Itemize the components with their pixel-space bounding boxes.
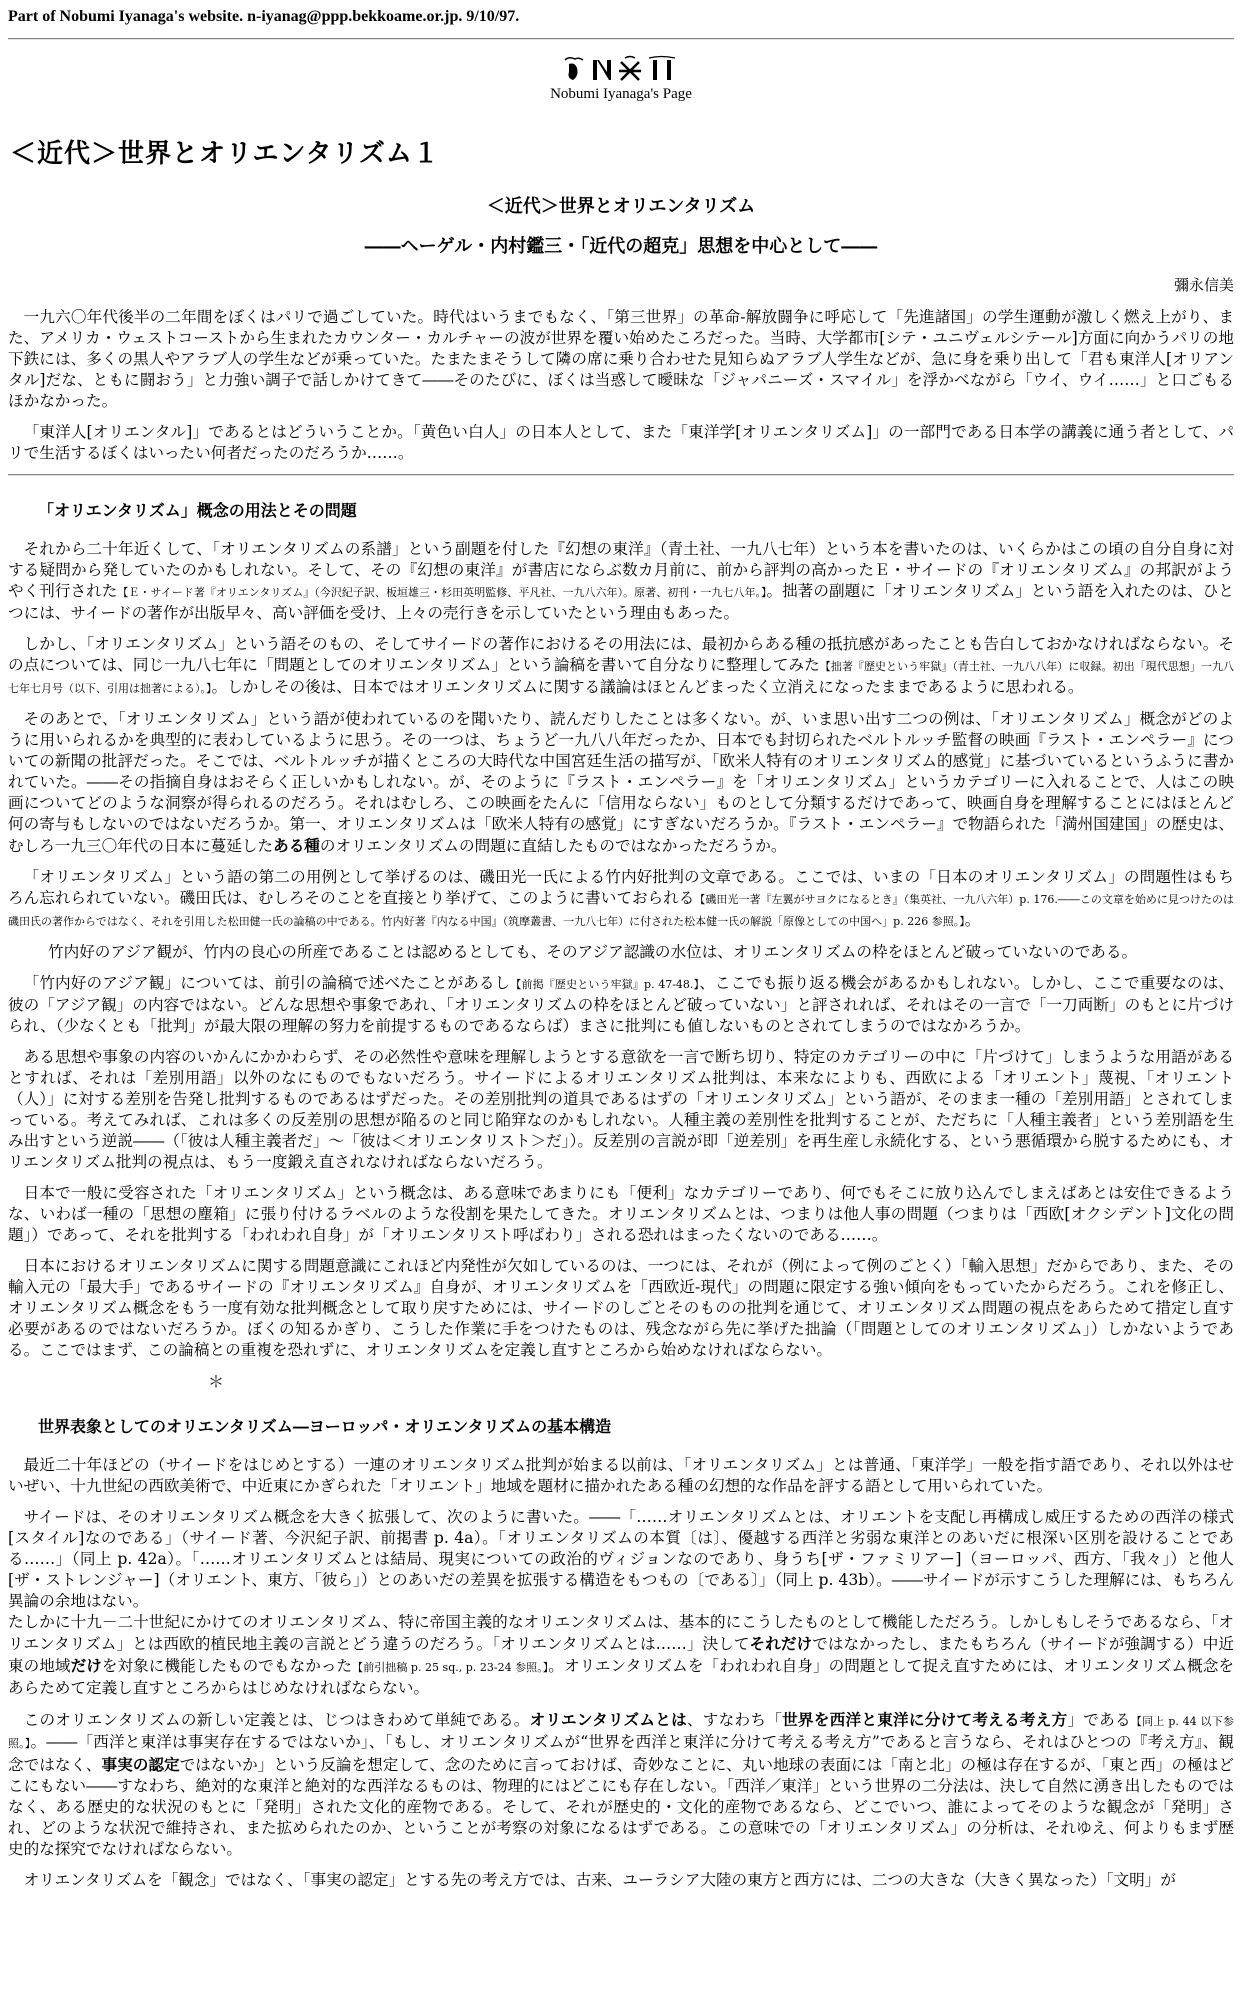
site-header-line: Part of Nobumi Iyanaga's website. n-iyanag@ppp.bekkoame.or.jp. 9/10/97. bbox=[8, 8, 520, 25]
section-2-paragraph-3: このオリエンタリズムの新しい定義とは、じつはきわめて単純である。オリエンタリズムとは、すなわち「世界を西洋と東洋に分けて考える考え方」である【同上 p. 44 以下参照。】。――「西洋と東洋は事実存在するではないか」、「もし、オリエンタリズムが“世界を西洋と東洋に分けて考える考え方”であると言うなら、それはひとつの『考え方』、観念ではなく、事実の認定ではないか」という反論を想定して、念のために言っておけば、奇妙なことに、丸い地球の表面には「南と北」の極は存在するが、「東と西」の極はどこにもない――すなわち、絶対的な東洋と絶対的な西洋なるものは、物理的にはどこにも存在しない。「西洋／東洋」という世界の二分法は、決して自然に湧き出したものではなく、ある歴史的な状況のもとに「発明」された文化的産物である。そして、それが歴史的・文化的産物であるなら、どこでいつ、誰によってそのような観念が「発明」され、どのような状況で維持され、また拡められたのか、ということが考察の対象になるはずである。この意味での「オリエンタリズム」の分析は、それゆえ、何よりもまず歴史的な探究でなければならない。 bbox=[8, 1710, 1234, 1858]
article-subtitle: ――ヘーゲル・内村鑑三・「近代の超克」思想を中心として―― bbox=[364, 236, 878, 257]
section-2-paragraph-2: サイードは、そのオリエンタリズム概念を大きく拡張して、次のように書いた。――「……オリエンタリズムとは、オリエントを支配し再構成し威圧するための西洋の様式[スタイル]なのである」（サイード著、今沢紀子訳、前掲書 p. 4a）。「オリエンタリズムの本質〔は〕、優越する西洋と劣弱な東洋とのあいだに根深い区別を設けることである……」（同上 p. 42a）。「……オリエンタリズムとは結局、現実についての政治的ヴィジョンなのであり、身うち[ザ・ファミリアー]（ヨーロッパ、西方、「我々」）と他人[ザ・ストレンジャー]（オリエント、東方、「彼ら」）とのあいだの差異を拡張する構造をもつもの〔である〕」（同上 p. 43b）。――サイードが示すこうした理解には、もちろん異論の余地はない。 たしかに十九－二十世紀にかけてのオリエンタリズム、特に帝国主義的なオリエンタリズムは、基本的にこうしたものとして機能しただろう。しかしもしそうであるなら、「オリエンタリズム」とは西欧的植民地主義の言説とどう違うのだろう。「オリエンタリズムとは……」決してそれだけではなかったし、またもちろん（サイードが強調する）中近東の地域だけを対象に機能したものでもなかった【前引拙稿 p. 25 sq., p. 23-24 参照。】。オリエンタリズムを「われわれ自身」の問題として捉え直すためには、オリエンタリズム概念をあらためて定義し直すところからはじめなければならない。 bbox=[8, 1508, 1234, 1697]
section-1-heading: 「オリエンタリズム」概念の用法とその問題 bbox=[38, 501, 357, 520]
footnote: 【磯田光一著『左翼がサヨクになるとき』（集英社、一九八六年）p. 176.――この文章を始めに見つけたのは磯田氏の著作からではなく、それを引用した松田健一氏の論稿の中である。竹内好著『内なる中国』（筑摩叢書、一九八七年）に付された松本健一氏の解説「原像としての中国へ」p. 226 参照。】 bbox=[8, 893, 1234, 928]
section-1-paragraph-6: ある思想や事象の内容のいかんにかかわらず、その必然性や意味を理解しようとする意欲を一言で断ち切り、特定のカテゴリーの中に「片づけて」しまうような用語があるとすれば、それは「差別用語」以外のなにものでもないだろう。サイードによるオリエンタリズム批判は、本来なによりも、西欧による「オリエント」蔑視、「オリエント（人）」に対する差別を告発し批判するものであるはずだった。その差別批判の道具であるはずの「オリエンタリズム」という語が、そのまま一種の「差別用語」とされてしまっている。考えてみれば、これは多くの反差別の思想が陥るのと同じ陥穽なのかもしれない。人種主義の差別性を批判することが、ただちに「人種主義者」という差別語を生み出すという逆説――（「彼は人種主義者だ」～「彼は＜オリエンタリスト＞だ」）。反差別の言説が即「逆差別」を再生産し永続化する、という悪循環から脱するためにも、オリエンタリズム批判の視点は、もう一度鍛え直されなければならないだろう。 bbox=[8, 1048, 1234, 1171]
section-1-paragraph-2: しかし、「オリエンタリズム」という語そのもの、そしてサイードの著作におけるその用法には、最初からある種の抵抗感があったことも告白しておかなければならない。その点については、同じ一九八七年に「問題としてのオリエンタリズム」という論稿を書いて自分なりに整理してみた【拙著『歴史という牢獄』（青土社、一九八八年）に収録。初出「現代思想」一九八七年七月号（以下、引用は拙著による）。】。しかしその後は、日本ではオリエンタリズムに関する議論はほとんどまったく立消えになったままであるように思われる。 bbox=[8, 635, 1234, 696]
section-1-paragraph-7: 日本で一般に受容された「オリエンタリズム」という概念は、ある意味であまりにも「便利」なカテゴリーであり、何でもそこに放り込んでしまえばあとは安住できるような、いわば一種の「思想の塵箱」に張り付けるラベルのような役割を果たしてきた。オリエンタリズムとは、つまりは他人事の問題（つまりは「西欧[オクシデント]文化の問題」）であって、それを批判する「われわれ自身」が「オリエンタリスト呼ばわり」される恐れはまったくないのである……。 bbox=[8, 1184, 1234, 1244]
section-2-heading: 世界表象としてのオリエンタリズム―ヨーロッパ・オリエンタリズムの基本構造 bbox=[38, 1417, 612, 1436]
section-1-paragraph-3: そのあとで、「オリエンタリズム」という語が使われているのを聞いたり、読んだりしたことは多くない。が、いま思い出す二つの例は、「オリエンタリズム」概念がどのように用いられるかを典型的に表わしているように思う。その一つは、ちょうど一九八八年だったか、日本でも封切られたベルトルッチ監督の映画『ラスト・エンペラー』についての新聞の批評だった。そこでは、ベルトルッチが描くところの大時代な中国宮廷生活の描写が、「欧米人特有のオリエンタリズム的感覚」に基づいているというふうに書かれていた。――その指摘自身はおそらく正しいかもしれない。が、そのように『ラスト・エンペラー』を「オリエンタリズム」というカテゴリーに入れることで、人はこの映画についてどのような洞察が得られるのだろう。それはむしろ、この映画をたんに「信用ならない」ものとして分類するだけであって、映画自身を理解することにはほとんど何の寄与もしないのではないだろうか。第一、オリエンタリズムは「欧米人特有の感覚」にすぎないだろうか。『ラスト・エンペラー』で物語られた「満州国建国」の歴史は、むしろ一九三〇年代の日本に蔓延したある種のオリエンタリズムの問題に直結したものではなかっただろうか。 bbox=[8, 710, 1235, 855]
section-2-paragraph-4: オリエンタリズムを「観念」ではなく、「事実の認定」とする先の考え方では、古来、ユーラシア大陸の東方と西方には、二つの大きな（大きく異なった）「文明」が bbox=[23, 1871, 1176, 1889]
section-2-paragraph-1: 最近二十年ほどの（サイードをはじめとする）一連のオリエンタリズム批判が始まる以前は、「オリエンタリズム」とは普通、「東洋学」一般を指す語であり、それ以外はせいぜい、十九世紀の西欧美術で、中近東にかぎられた「オリエント」地域を題材に描かれたある種の幻想的な作品を評する語として用いられていた。 bbox=[8, 1456, 1234, 1495]
footnote: 【Ｅ・サイード著『オリエンタリズム』（今沢紀子訳、板垣雄三・杉田英明監修、平凡社、一九八六年）。原著、初刊・一九七八年。】 bbox=[117, 586, 767, 599]
footnote: 【前掲『歴史という牢獄』p. 47-48.】 bbox=[510, 978, 700, 991]
top-divider bbox=[8, 38, 1234, 40]
section-1-paragraph-5: 「竹内好のアジア観」については、前引の論稿で述べたことがあるし【前掲『歴史という牢獄』p. 47-48.】、ここでも振り返る機会があるかもしれない。しかし、ここで重要なのは、彼の「アジア観」の内容ではない。どんな思想や事象であれ、「オリエンタリズムの枠をほとんど破っていない」と評されれば、それはその一言で「一刀両断」のもとに片づけられ、（少なくとも「批判」が最大限の理解の努力を前提するものであるならば）まさに批判にも値しないものとされてしまうのではなかろうか。 bbox=[8, 974, 1234, 1035]
block-quote: 竹内好のアジア観が、竹内の良心の所産であることは認めるとしても、そのアジア認識の水位は、オリエンタリズムの枠をほとんど破っていないのである。 bbox=[48, 943, 1138, 961]
section-1-paragraph-4: 「オリエンタリズム」という語の第二の用例として挙げるのは、磯田光一氏による竹内好批判の文章である。ここでは、いまの「日本のオリエンタリズム」の問題性はもちろん忘れられていない。磯田氏は、むしろそのことを直接とり挙げて、このように書いておられる【磯田光一著『左翼がサヨクになるとき』（集英社、一九八六年）p. 176.――この文章を始めに見つけたのは磯田氏の著作からではなく、それを引用した松田健一氏の論稿の中である。竹内好著『内なる中国』（筑摩叢書、一九八七年）に付された松本健一氏の解説「原像としての中国へ」p. 226 参照。】。 bbox=[8, 868, 1234, 929]
footnote: 【前引拙稿 p. 25 sq., p. 23-24 参照。】 bbox=[352, 1661, 549, 1674]
section-separator: ＊ bbox=[208, 1372, 225, 1391]
section-1-paragraph-8: 日本におけるオリエンタリズムに関する問題意識にこれほど内発性が欠如しているのは、一つには、それが（例によって例のごとく）「輸入思想」だからであり、また、その輸入元の「最大手」であるサイードの『オリエンタリズム』自身が、オリエンタリズムを「西欧近-現代」の問題に限定する強い傾向をもっていたからだろう。これを修正し、オリエンタリズム概念をもう一度有効な批判概念として取り戻すためには、サイードのしごとそのものの批判を通じて、オリエンタリズム問題の視点をあらためて措定し直す必要があるのではないだろうか。ぼくの知るかぎり、こうした作業に手をつけたものは、残念ながら先に挙げた拙論（「問題としてのオリエンタリズム」）しかないようである。ここではまず、この論稿との重複を恐れずに、オリエンタリズムを定義し直すところから始めなければならない。 bbox=[8, 1257, 1234, 1359]
intro-paragraph-2: 「東洋人[オリエンタル]」であるとはどういうことか。「黄色い白人」の日本人として、また「東洋学[オリエンタリズム]」の一部門である日本学の講義に通う者として、パリで生活するぼくはいったい何者だったのだろうか……。 bbox=[8, 423, 1234, 462]
article-title: ＜近代＞世界とオリエンタリズム bbox=[486, 196, 756, 217]
footnote: 【拙著『歴史という牢獄』（青土社、一九八八年）に収録。初出「現代思想」一九八七年七月号（以下、引用は拙著による）。】 bbox=[8, 660, 1234, 695]
author-name: 彌永信美 bbox=[1173, 276, 1234, 294]
footnote: 【同上 p. 44 以下参照。】 bbox=[8, 1715, 1234, 1750]
intro-paragraph-1: 一九六〇年代後半の二年間をぼくはパリで過ごしていた。時代はいうまでもなく、「第三世界」の革命-解放闘争に呼応して「先進諸国」の学生運動が激しく燃え上がり、また、アメリカ・ウェストコーストから生まれたカウンター・カルチャーの波が世界を覆い始めたころだった。当時、大学都市[シテ・ユニヴェルシテール]方面に向かうパリの地下鉄には、多くの黒人やアラブ人の学生などが乗っていた。たまたまそうして隣の席に乗り合わせた見知らぬアラブ人学生などが、急に身を乗り出して「君も東洋人[オリアンタル]だな、ともに闘おう」と力強い調子で話しかけてきて――そのたびに、ぼくは当惑して曖昧な「ジャパニーズ・スマイル」を浮かべながら「ウイ、ウイ……」と口ごもるほかなかった。 bbox=[8, 308, 1234, 410]
nobumi-logo-icon bbox=[561, 54, 681, 84]
logo-block bbox=[8, 54, 1234, 103]
page-title: ＜近代＞世界とオリエンタリズム１ bbox=[10, 139, 440, 169]
section-divider bbox=[8, 474, 1234, 476]
logo-caption: Nobumi Iyanaga's Page bbox=[550, 86, 692, 102]
section-1-paragraph-1: それから二十年近くして、「オリエンタリズムの系譜」という副題を付した『幻想の東洋』（青土社、一九八七年）という本を書いたのは、いくらかはこの頃の自分自身に対する疑問から発していたのかもしれない。そして、その『幻想の東洋』が書店にならぶ数カ月前に、前から評判の高かったＥ・サイードの『オリエンタリズム』の邦訳がようやく刊行された【Ｅ・サイード著『オリエンタリズム』（今沢紀子訳、板垣雄三・杉田英明監修、平凡社、一九八六年）。原著、初刊・一九七八年。】。拙著の副題に「オリエンタリズム」という語を入れたのは、ひとつには、サイードの著作が出版早々、高い評価を受け、上々の売行きを示していたという理由もあった。 bbox=[8, 540, 1234, 622]
